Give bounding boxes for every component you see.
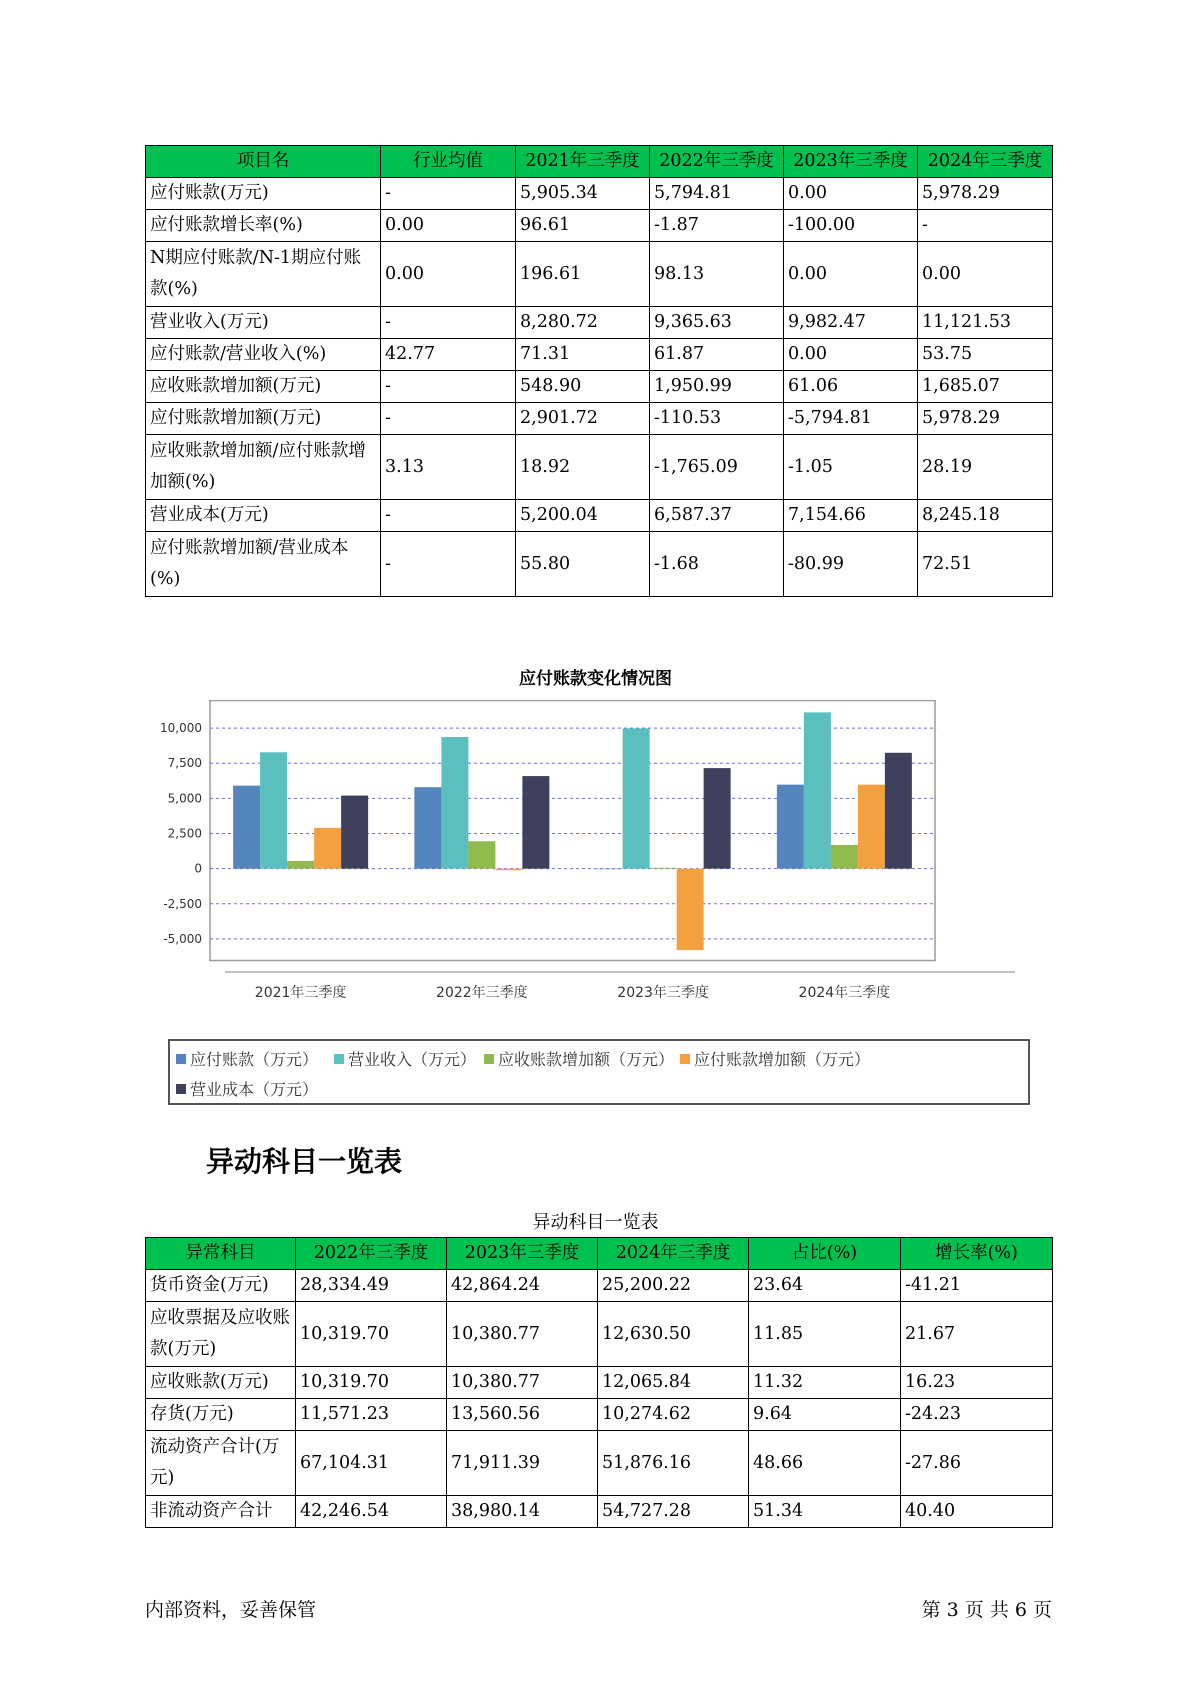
row-label-cell: 应付账款/营业收入(%) xyxy=(146,339,381,371)
column-header: 行业均值 xyxy=(381,146,516,178)
bar xyxy=(260,752,287,868)
table-row xyxy=(146,242,1053,307)
bar xyxy=(314,828,341,869)
value-cell: 7,154.66 xyxy=(784,500,918,532)
value-cell: 13,560.56 xyxy=(447,1399,598,1431)
table-row xyxy=(146,1302,1053,1367)
bar xyxy=(441,737,468,869)
bar xyxy=(522,776,549,869)
column-header: 2021年三季度 xyxy=(516,146,650,178)
legend-swatch xyxy=(484,1054,494,1064)
table-header-row xyxy=(146,1238,1053,1270)
bar xyxy=(468,841,495,868)
legend-swatch xyxy=(176,1084,186,1094)
value-cell: 10,274.62 xyxy=(598,1399,749,1431)
value-cell: 55.80 xyxy=(516,532,650,597)
column-header: 占比(%) xyxy=(749,1238,901,1270)
value-cell: 11.32 xyxy=(749,1367,901,1399)
row-label-cell: 营业收入(万元) xyxy=(146,307,381,339)
value-cell: -1.05 xyxy=(784,435,918,500)
row-label-cell: 应付账款增加额/营业成本(%) xyxy=(146,532,381,597)
x-tick-label: 2023年三季度 xyxy=(617,985,709,1001)
table-row xyxy=(146,1367,1053,1399)
bar xyxy=(414,787,441,868)
value-cell: -24.23 xyxy=(901,1399,1053,1431)
value-cell: 61.06 xyxy=(784,371,918,403)
row-label-cell: N期应付账款/N-1期应付账款(%) xyxy=(146,242,381,307)
legend-label: 应收账款增加额（万元） xyxy=(498,1050,675,1069)
value-cell: -1.68 xyxy=(650,532,784,597)
value-cell: 23.64 xyxy=(749,1270,901,1302)
value-cell: -1,765.09 xyxy=(650,435,784,500)
bar xyxy=(704,768,731,869)
value-cell: 5,978.29 xyxy=(918,403,1053,435)
legend-swatch xyxy=(176,1054,186,1064)
value-cell: - xyxy=(381,307,516,339)
bar xyxy=(804,712,831,868)
table-row xyxy=(146,178,1053,210)
value-cell: 9.64 xyxy=(749,1399,901,1431)
footer-confidential-note: 内部资料，妥善保管 xyxy=(145,1599,317,1621)
value-cell: 5,794.81 xyxy=(650,178,784,210)
value-cell: 0.00 xyxy=(381,210,516,242)
value-cell: 51,876.16 xyxy=(598,1431,749,1496)
value-cell: 5,978.29 xyxy=(918,178,1053,210)
value-cell: -27.86 xyxy=(901,1431,1053,1496)
value-cell: 54,727.28 xyxy=(598,1496,749,1528)
y-tick-label: 7,500 xyxy=(167,756,202,771)
row-label-cell: 应付账款增加额(万元) xyxy=(146,403,381,435)
value-cell: 10,319.70 xyxy=(296,1367,447,1399)
value-cell: 1,685.07 xyxy=(918,371,1053,403)
x-tick-label: 2022年三季度 xyxy=(436,985,528,1001)
table-row xyxy=(146,1431,1053,1496)
value-cell: -100.00 xyxy=(784,210,918,242)
legend-item xyxy=(484,1047,674,1070)
abnormal-items-table xyxy=(145,1237,1053,1528)
row-label-cell: 营业成本(万元) xyxy=(146,500,381,532)
value-cell: 40.40 xyxy=(901,1496,1053,1528)
chart-legend xyxy=(168,1039,1030,1105)
y-tick-label: -5,000 xyxy=(163,931,202,946)
row-label-cell: 应付账款(万元) xyxy=(146,178,381,210)
x-tick-label: 2021年三季度 xyxy=(254,985,347,1001)
row-label-cell: 应收账款(万元) xyxy=(146,1367,296,1399)
value-cell: 3.13 xyxy=(381,435,516,500)
value-cell: 98.13 xyxy=(650,242,784,307)
section-title: 异动科目一览表 xyxy=(206,1145,403,1178)
value-cell: 9,982.47 xyxy=(784,307,918,339)
legend-label: 应付账款增加额（万元） xyxy=(694,1050,871,1069)
table-row xyxy=(146,1270,1053,1302)
value-cell: - xyxy=(918,210,1053,242)
value-cell: 10,380.77 xyxy=(447,1302,598,1367)
y-tick-label: 10,000 xyxy=(160,721,202,736)
value-cell: 5,200.04 xyxy=(516,500,650,532)
column-header: 异常科目 xyxy=(146,1238,296,1270)
value-cell: 42.77 xyxy=(381,339,516,371)
legend-label: 营业成本（万元） xyxy=(190,1080,319,1099)
y-tick-label: 0 xyxy=(194,861,202,876)
legend-swatch xyxy=(680,1054,690,1064)
value-cell: 1,950.99 xyxy=(650,371,784,403)
value-cell: 11,571.23 xyxy=(296,1399,447,1431)
value-cell: - xyxy=(381,371,516,403)
table-caption: 异动科目一览表 xyxy=(532,1212,659,1233)
value-cell: 25,200.22 xyxy=(598,1270,749,1302)
value-cell: 0.00 xyxy=(784,178,918,210)
row-label-cell: 非流动资产合计 xyxy=(146,1496,296,1528)
value-cell: 6,587.37 xyxy=(650,500,784,532)
value-cell: 10,380.77 xyxy=(447,1367,598,1399)
bar xyxy=(650,868,677,869)
value-cell: - xyxy=(381,500,516,532)
legend-label: 营业收入（万元） xyxy=(348,1050,477,1069)
table-row xyxy=(146,403,1053,435)
value-cell: 0.00 xyxy=(784,242,918,307)
value-cell: 0.00 xyxy=(784,339,918,371)
value-cell: 53.75 xyxy=(918,339,1053,371)
table-row xyxy=(146,532,1053,597)
row-label-cell: 货币资金(万元) xyxy=(146,1270,296,1302)
value-cell: 9,365.63 xyxy=(650,307,784,339)
bar xyxy=(623,728,650,868)
footer-page-number: 第 3 页 共 6 页 xyxy=(921,1599,1052,1621)
value-cell: 5,905.34 xyxy=(516,178,650,210)
value-cell: -5,794.81 xyxy=(784,403,918,435)
table-row xyxy=(146,339,1053,371)
column-header: 项目名 xyxy=(146,146,381,178)
value-cell: 10,319.70 xyxy=(296,1302,447,1367)
table-row xyxy=(146,500,1053,532)
chart-title: 应付账款变化情况图 xyxy=(519,669,672,689)
table-row xyxy=(146,210,1053,242)
bar xyxy=(858,785,885,869)
table-header-row xyxy=(146,146,1053,178)
legend-item xyxy=(176,1047,318,1070)
bar xyxy=(885,753,912,869)
bar xyxy=(287,861,314,869)
financial-indicator-table xyxy=(145,145,1053,597)
value-cell: -110.53 xyxy=(650,403,784,435)
value-cell: 51.34 xyxy=(749,1496,901,1528)
legend-item xyxy=(176,1077,318,1100)
x-tick-label: 2024年三季度 xyxy=(798,985,891,1001)
value-cell: 2,901.72 xyxy=(516,403,650,435)
value-cell: 28,334.49 xyxy=(296,1270,447,1302)
value-cell: 71.31 xyxy=(516,339,650,371)
value-cell: 67,104.31 xyxy=(296,1431,447,1496)
y-tick-label: 2,500 xyxy=(167,826,202,841)
table-row xyxy=(146,435,1053,500)
value-cell: 48.66 xyxy=(749,1431,901,1496)
value-cell: 38,980.14 xyxy=(447,1496,598,1528)
value-cell: 12,630.50 xyxy=(598,1302,749,1367)
legend-swatch xyxy=(334,1054,344,1064)
bar xyxy=(596,869,623,870)
legend-label: 应付账款（万元） xyxy=(190,1050,319,1069)
y-tick-label: -2,500 xyxy=(163,896,202,911)
bar xyxy=(777,785,804,869)
bar xyxy=(831,845,858,869)
value-cell: 0.00 xyxy=(381,242,516,307)
bar xyxy=(233,786,260,869)
bar xyxy=(495,869,522,871)
value-cell: -41.21 xyxy=(901,1270,1053,1302)
value-cell: - xyxy=(381,532,516,597)
value-cell: -80.99 xyxy=(784,532,918,597)
value-cell: 61.87 xyxy=(650,339,784,371)
bar-chart xyxy=(160,700,1030,1040)
value-cell: 8,280.72 xyxy=(516,307,650,339)
column-header: 2023年三季度 xyxy=(784,146,918,178)
column-header: 2024年三季度 xyxy=(918,146,1053,178)
value-cell: 18.92 xyxy=(516,435,650,500)
row-label-cell: 流动资产合计(万元) xyxy=(146,1431,296,1496)
value-cell: 42,246.54 xyxy=(296,1496,447,1528)
value-cell: 72.51 xyxy=(918,532,1053,597)
column-header: 2022年三季度 xyxy=(296,1238,447,1270)
value-cell: 0.00 xyxy=(918,242,1053,307)
value-cell: - xyxy=(381,178,516,210)
row-label-cell: 存货(万元) xyxy=(146,1399,296,1431)
value-cell: 196.61 xyxy=(516,242,650,307)
column-header: 2023年三季度 xyxy=(447,1238,598,1270)
value-cell: 21.67 xyxy=(901,1302,1053,1367)
column-header: 增长率(%) xyxy=(901,1238,1053,1270)
value-cell: -1.87 xyxy=(650,210,784,242)
value-cell: 548.90 xyxy=(516,371,650,403)
value-cell: 96.61 xyxy=(516,210,650,242)
column-header: 2024年三季度 xyxy=(598,1238,749,1270)
row-label-cell: 应收账款增加额(万元) xyxy=(146,371,381,403)
table-row xyxy=(146,307,1053,339)
value-cell: 28.19 xyxy=(918,435,1053,500)
legend-item xyxy=(680,1047,870,1070)
value-cell: 71,911.39 xyxy=(447,1431,598,1496)
value-cell: 11,121.53 xyxy=(918,307,1053,339)
table-row xyxy=(146,371,1053,403)
value-cell: 11.85 xyxy=(749,1302,901,1367)
table-row xyxy=(146,1496,1053,1528)
row-label-cell: 应收票据及应收账款(万元) xyxy=(146,1302,296,1367)
y-tick-label: 5,000 xyxy=(167,791,202,806)
bar xyxy=(677,869,704,950)
bar xyxy=(341,796,368,869)
value-cell: 42,864.24 xyxy=(447,1270,598,1302)
row-label-cell: 应付账款增长率(%) xyxy=(146,210,381,242)
column-header: 2022年三季度 xyxy=(650,146,784,178)
value-cell: 12,065.84 xyxy=(598,1367,749,1399)
value-cell: - xyxy=(381,403,516,435)
legend-item xyxy=(334,1047,476,1070)
table-row xyxy=(146,1399,1053,1431)
value-cell: 8,245.18 xyxy=(918,500,1053,532)
row-label-cell: 应收账款增加额/应付账款增加额(%) xyxy=(146,435,381,500)
value-cell: 16.23 xyxy=(901,1367,1053,1399)
